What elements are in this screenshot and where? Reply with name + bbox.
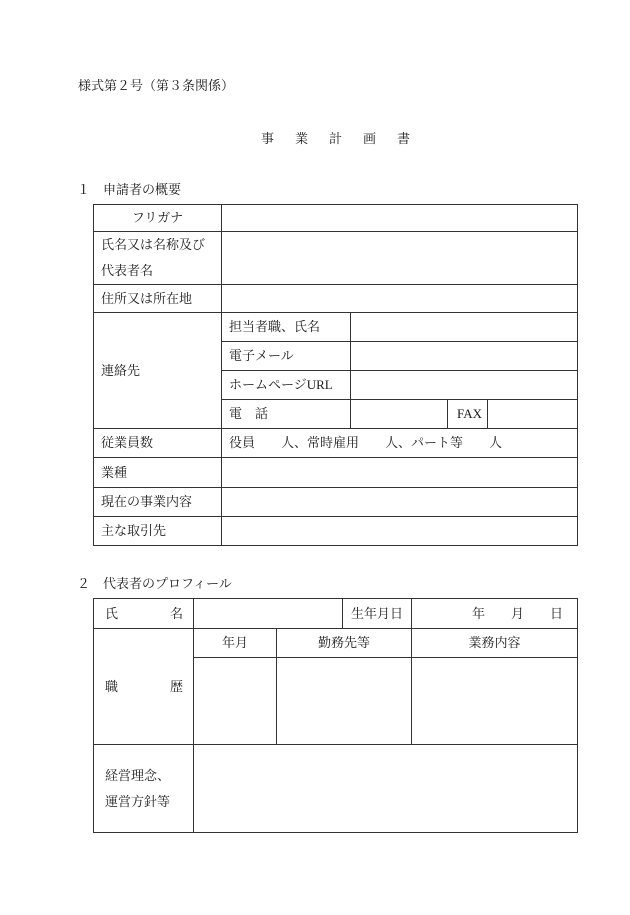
email-value-cell xyxy=(351,342,578,371)
industry-value-cell xyxy=(222,458,578,488)
philosophy-label-line2: 運営方針等 xyxy=(105,793,171,809)
furigana-row xyxy=(94,205,578,232)
career-header-row xyxy=(94,629,578,658)
career-date-cell xyxy=(194,658,277,745)
clients-value-cell xyxy=(222,517,578,546)
name-label-line2: 代表者名 xyxy=(101,263,154,278)
section-heading-applicant: １ 申請者の概要 xyxy=(77,182,182,197)
philosophy-label-line1: 経営理念、 xyxy=(105,767,171,783)
employees-value: 役員 人、常時雇用 人、パート等 人 xyxy=(222,429,578,458)
fax-label: FAX xyxy=(448,400,488,429)
business-value-cell xyxy=(222,488,578,517)
address-row xyxy=(94,285,578,313)
employees-label: 従業員数 xyxy=(94,429,222,458)
birthdate-value: 年 月 日 xyxy=(412,599,578,629)
name-label-line1: 氏名又は名称及び xyxy=(101,237,206,252)
rep-name-row xyxy=(94,599,578,629)
representative-profile-table xyxy=(93,598,578,833)
applicant-overview-table xyxy=(93,204,578,546)
philosophy-label xyxy=(94,745,194,833)
name-row xyxy=(94,232,578,285)
rep-name-value-cell xyxy=(194,599,343,629)
contact-person-value-cell xyxy=(351,313,578,342)
career-label: 職 歴 xyxy=(94,629,194,745)
career-employer-cell xyxy=(277,658,412,745)
career-header-employer: 勤務先等 xyxy=(277,629,412,658)
business-label: 現在の事業内容 xyxy=(94,488,222,517)
philosophy-row xyxy=(94,745,578,833)
document-title: 事業計画書 xyxy=(261,131,432,146)
clients-row xyxy=(94,517,578,546)
homepage-label: ホームページURL xyxy=(222,371,351,400)
furigana-value-cell xyxy=(222,205,578,232)
phone-value-cell xyxy=(351,400,448,429)
career-header-duties: 業務内容 xyxy=(412,629,578,658)
address-label: 住所又は所在地 xyxy=(94,285,222,313)
philosophy-value-cell xyxy=(194,745,578,833)
phone-label: 電 話 xyxy=(222,400,351,429)
email-label: 電子メール xyxy=(222,342,351,371)
section-heading-representative: ２ 代表者のプロフィール xyxy=(77,576,232,591)
contact-label: 連絡先 xyxy=(94,313,222,429)
industry-row xyxy=(94,458,578,488)
name-label xyxy=(94,232,222,285)
employees-row xyxy=(94,429,578,458)
name-value-cell xyxy=(222,232,578,285)
contact-person-label: 担当者職、氏名 xyxy=(222,313,351,342)
rep-name-label: 氏 名 xyxy=(94,599,194,629)
career-header-date: 年月 xyxy=(194,629,277,658)
fax-value-cell xyxy=(488,400,578,429)
career-duties-cell xyxy=(412,658,578,745)
birthdate-label: 生年月日 xyxy=(343,599,412,629)
furigana-label: フリガナ xyxy=(94,205,222,232)
clients-label: 主な取引先 xyxy=(94,517,222,546)
form-number: 様式第２号（第３条関係） xyxy=(78,78,235,93)
industry-label: 業種 xyxy=(94,458,222,488)
business-row xyxy=(94,488,578,517)
homepage-value-cell xyxy=(351,371,578,400)
address-value-cell xyxy=(222,285,578,313)
contact-person-row xyxy=(94,313,578,342)
